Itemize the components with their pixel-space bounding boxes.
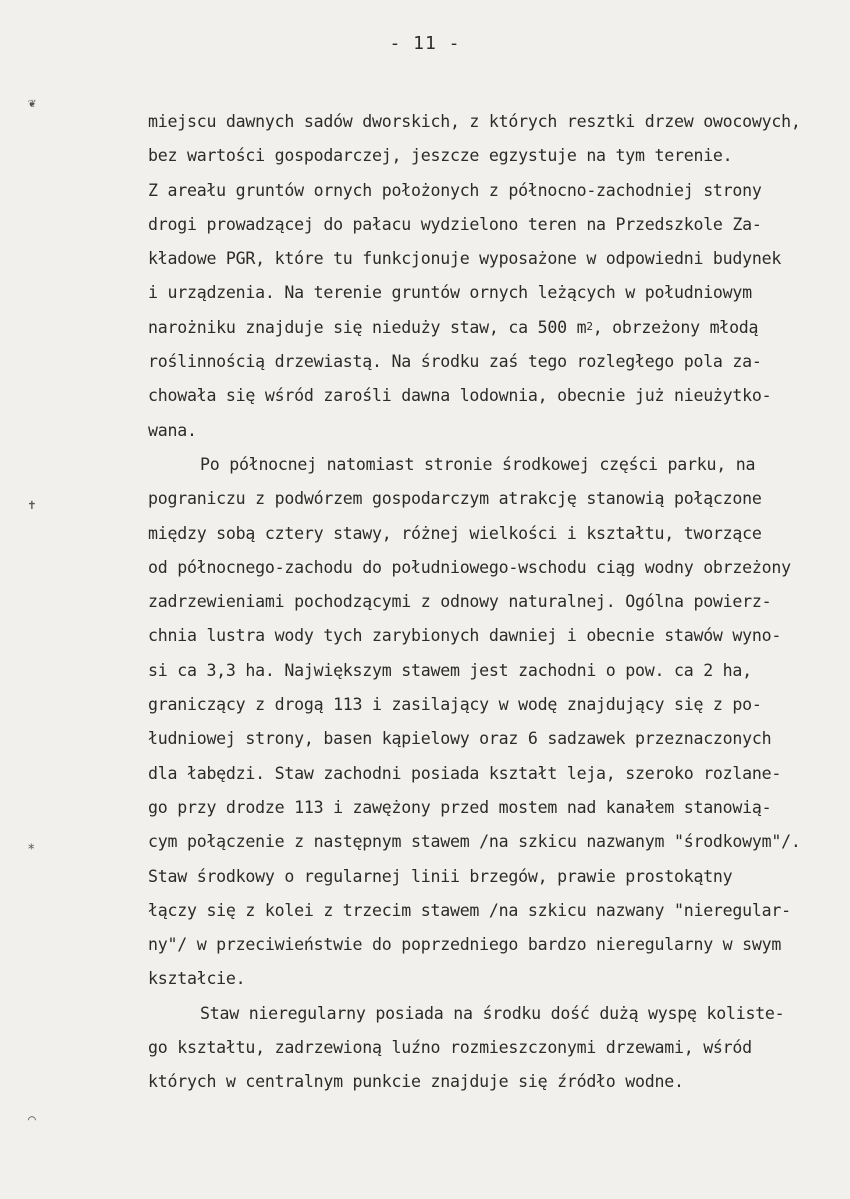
text-line-content: łudniowej strony, basen kąpielowy oraz 6 sadzawek przeznaczonych <box>148 729 772 749</box>
text-line-content: cym połączenie z następnym stawem /na szkicu nazwanym "środkowym"/. <box>148 832 801 852</box>
text-line <box>148 894 840 928</box>
text-line <box>148 757 840 791</box>
text-line-content: bez wartości gospodarczej, jeszcze egzystuje na tym terenie. <box>148 146 733 166</box>
margin-mark: ❦ <box>28 96 36 111</box>
text-line <box>148 962 840 996</box>
margin-mark: ⁎ <box>28 838 35 853</box>
text-line-content: dla łabędzi. Staw zachodni posiada kształt leja, szeroko rozlane- <box>148 763 782 783</box>
text-line-content: Z areału gruntów ornych położonych z północno-zachodniej strony <box>148 180 762 200</box>
text-line-content: wana. <box>148 420 197 440</box>
text-line <box>148 860 840 894</box>
text-line-content: graniczący z drogą 113 i zasilający w wodę znajdujący się z po- <box>148 695 762 715</box>
text-line <box>148 619 840 653</box>
text-line <box>148 414 840 448</box>
body-text <box>148 105 840 1100</box>
text-line-content: między sobą cztery stawy, różnej wielkości i kształtu, tworzące <box>148 523 762 543</box>
text-line <box>148 517 840 551</box>
text-line-continuation: , obrzeżony młodą <box>592 317 759 337</box>
text-line <box>148 997 840 1031</box>
text-line-content: kształcie. <box>148 969 246 989</box>
text-line-content: kładowe PGR, które tu funkcjonuje wyposażone w odpowiedni budynek <box>148 249 782 269</box>
text-line-content: Staw środkowy o regularnej linii brzegów, prawie prostokątny <box>148 866 733 886</box>
superscript: 2 <box>586 319 593 333</box>
text-line <box>148 722 840 756</box>
text-line <box>148 1031 840 1065</box>
text-line <box>148 174 840 208</box>
text-line-content: chnia lustra wody tych zarybionych dawniej i obecnie stawów wyno- <box>148 626 782 646</box>
text-line-content: si ca 3,3 ha. Największym stawem jest zachodni o pow. ca 2 ha, <box>148 660 752 680</box>
text-line-content: roślinnością drzewiastą. Na środku zaś tego rozległego pola za- <box>148 352 762 372</box>
text-line <box>148 825 840 859</box>
text-line <box>148 551 840 585</box>
margin-mark: ✝ <box>28 498 36 513</box>
text-line <box>148 208 840 242</box>
text-line <box>148 791 840 825</box>
text-line-content: ny"/ w przeciwieństwie do poprzedniego bardzo nieregularny w swym <box>148 935 782 955</box>
text-line <box>148 379 840 413</box>
text-line-content: chowała się wśród zarośli dawna lodownia, obecnie już nieużytko- <box>148 386 772 406</box>
text-line-content: od północnego-zachodu do południowego-wschodu ciąg wodny obrzeżony <box>148 557 791 577</box>
text-line-content: łączy się z kolei z trzecim stawem /na szkicu nazwany "nieregular- <box>148 900 791 920</box>
text-line <box>148 448 840 482</box>
text-line <box>148 345 840 379</box>
text-line-content: go kształtu, zadrzewioną luźno rozmieszczonymi drzewami, wśród <box>148 1038 752 1058</box>
text-line-content: i urządzenia. Na terenie gruntów ornych leżących w południowym <box>148 283 752 303</box>
text-line-content: drogi prowadzącej do pałacu wydzielono teren na Przedszkole Za- <box>148 214 762 234</box>
text-line <box>148 654 840 688</box>
page-number: - 11 - <box>389 33 461 54</box>
text-line <box>148 105 840 139</box>
text-line <box>148 482 840 516</box>
text-line-content: Po północnej natomiast stronie środkowej części parku, na <box>200 454 756 474</box>
text-line-content: których w centralnym punkcie znajduje się źródło wodne. <box>148 1072 684 1092</box>
text-line <box>148 928 840 962</box>
text-line-content: Staw nieregularny posiada na środku dość dużą wyspę koliste- <box>200 1003 785 1023</box>
text-line <box>148 242 840 276</box>
text-line <box>148 139 840 173</box>
text-line <box>148 276 840 310</box>
text-line-content: miejscu dawnych sadów dworskich, z których resztki drzew owocowych, <box>148 112 801 131</box>
text-line-content: pograniczu z podwórzem gospodarczym atrakcję stanowią połączone <box>148 489 762 509</box>
text-line <box>148 1065 840 1099</box>
text-line <box>148 585 840 619</box>
text-line <box>148 311 840 345</box>
text-line-content: go przy drodze 113 i zawężony przed mostem nad kanałem stanowią- <box>148 797 772 817</box>
margin-mark: ⌒ <box>28 1112 36 1127</box>
text-line-content: narożniku znajduje się nieduży staw, ca 500 m <box>148 317 587 337</box>
text-line-content: zadrzewieniami pochodzącymi z odnowy naturalnej. Ogólna powierz- <box>148 592 772 612</box>
text-line <box>148 688 840 722</box>
